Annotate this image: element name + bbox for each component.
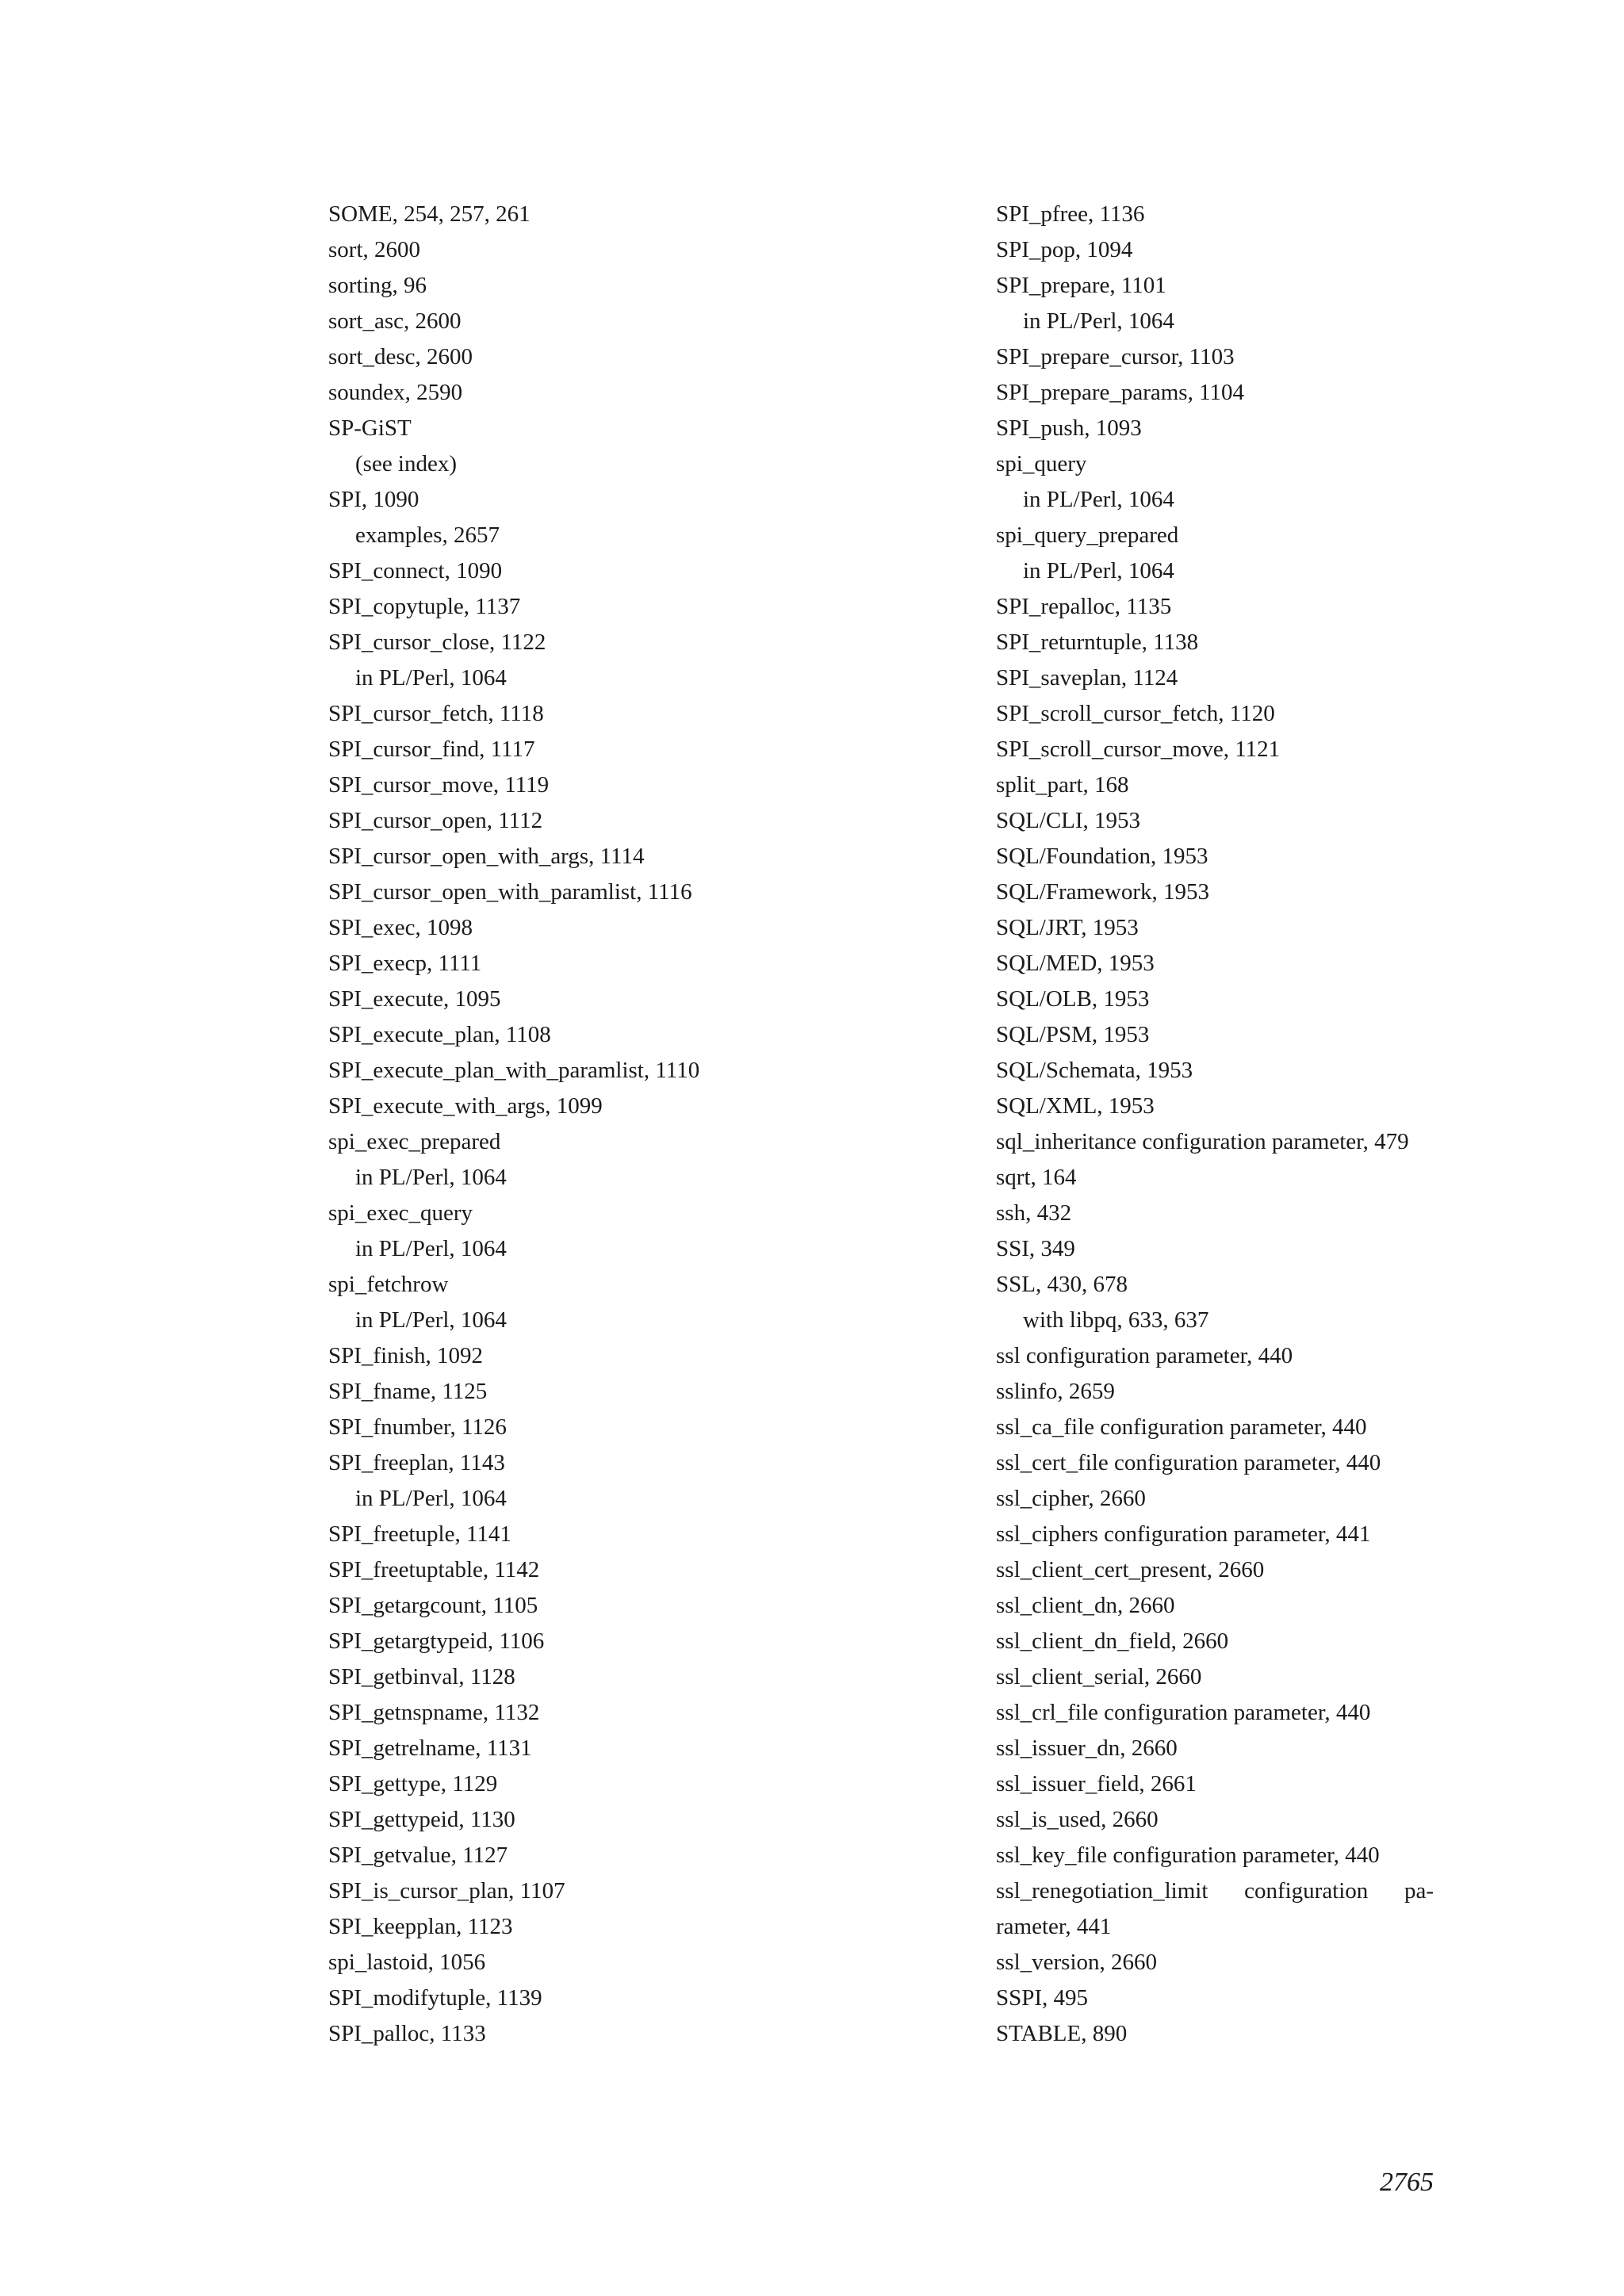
index-entry: SPI_cursor_find, 1117 xyxy=(328,737,535,762)
index-subentry: in PL/Perl, 1064 xyxy=(1023,558,1174,584)
index-entry: ssl_key_file configuration parameter, 440 xyxy=(996,1843,1380,1868)
index-entry: ssl_issuer_field, 2661 xyxy=(996,1771,1197,1797)
index-entry: SPI_getvalue, 1127 xyxy=(328,1843,508,1868)
index-entry: spi_exec_prepared xyxy=(328,1129,501,1154)
index-entry: spi_fetchrow xyxy=(328,1272,449,1297)
index-entry: split_part, 168 xyxy=(996,772,1129,798)
index-entry: SQL/Schemata, 1953 xyxy=(996,1058,1193,1083)
index-entry: SPI_copytuple, 1137 xyxy=(328,594,521,619)
index-entry: sqrt, 164 xyxy=(996,1165,1077,1190)
index-entry: SSPI, 495 xyxy=(996,1985,1089,2011)
index-entry: SPI_fname, 1125 xyxy=(328,1379,488,1404)
index-entry: SPI_keepplan, 1123 xyxy=(328,1914,513,1939)
index-entry: sort, 2600 xyxy=(328,237,420,262)
index-entry: SPI_fnumber, 1126 xyxy=(328,1414,507,1440)
index-entry: ssl_ca_file configuration parameter, 440 xyxy=(996,1414,1367,1440)
index-subentry: in PL/Perl, 1064 xyxy=(355,1165,507,1190)
index-entry: spi_lastoid, 1056 xyxy=(328,1950,486,1975)
index-subentry: with libpq, 633, 637 xyxy=(1023,1307,1209,1333)
index-subentry: in PL/Perl, 1064 xyxy=(1023,487,1174,512)
index-entry: ssl_crl_file configuration parameter, 440 xyxy=(996,1700,1371,1725)
index-entry: ssl_is_used, 2660 xyxy=(996,1807,1159,1832)
index-entry: SPI_prepare, 1101 xyxy=(996,273,1166,298)
index-entry: SPI_cursor_open_with_args, 1114 xyxy=(328,844,645,869)
index-entry: ssl_version, 2660 xyxy=(996,1950,1157,1975)
index-entry: SPI_palloc, 1133 xyxy=(328,2021,486,2046)
index-entry: SPI_execute_plan_with_paramlist, 1110 xyxy=(328,1058,700,1083)
index-entry: SQL/Foundation, 1953 xyxy=(996,844,1208,869)
index-entry: SPI_finish, 1092 xyxy=(328,1343,483,1368)
index-entry: SPI_connect, 1090 xyxy=(328,558,503,584)
index-entry: sort_asc, 2600 xyxy=(328,308,462,334)
index-entry: SPI, 1090 xyxy=(328,487,419,512)
index-entry: SPI_execp, 1111 xyxy=(328,951,482,976)
index-entry: SP-GiST xyxy=(328,415,412,441)
index-entry: ssl_ciphers configuration parameter, 441 xyxy=(996,1521,1371,1547)
index-entry: ssl_client_dn_field, 2660 xyxy=(996,1628,1229,1654)
index-entry: SPI_getrelname, 1131 xyxy=(328,1735,532,1761)
index-entry: ssl_client_serial, 2660 xyxy=(996,1664,1202,1689)
index-column-right xyxy=(996,197,1434,2052)
index-entry: SOME, 254, 257, 261 xyxy=(328,201,530,227)
index-entry: SPI_cursor_move, 1119 xyxy=(328,772,550,798)
index-entry: sort_desc, 2600 xyxy=(328,344,473,369)
index-entry: spi_query_prepared xyxy=(996,522,1179,548)
index-entry: SQL/XML, 1953 xyxy=(996,1093,1155,1119)
index-entry: SPI_cursor_fetch, 1118 xyxy=(328,701,544,726)
index-entry: SPI_modifytuple, 1139 xyxy=(328,1985,542,2011)
index-entry: spi_exec_query xyxy=(328,1200,473,1226)
index-entry: SPI_freeplan, 1143 xyxy=(328,1450,505,1475)
index-entry: sorting, 96 xyxy=(328,273,427,298)
index-entry: SPI_freetuptable, 1142 xyxy=(328,1557,540,1582)
index-entry: sslinfo, 2659 xyxy=(996,1379,1115,1404)
index-entry: spi_query xyxy=(996,451,1087,476)
index-entry: ssl_cipher, 2660 xyxy=(996,1486,1146,1511)
index-entry: SPI_getnspname, 1132 xyxy=(328,1700,540,1725)
index-entry: SPI_scroll_cursor_move, 1121 xyxy=(996,737,1281,762)
index-entry: ssl_cert_file configuration parameter, 440 xyxy=(996,1450,1381,1475)
index-entry: SQL/Framework, 1953 xyxy=(996,879,1210,905)
index-entry: soundex, 2590 xyxy=(328,380,463,405)
index-entry: SPI_getargtypeid, 1106 xyxy=(328,1628,545,1654)
index-entry: ssl_issuer_dn, 2660 xyxy=(996,1735,1178,1761)
index-entry: SPI_gettypeid, 1130 xyxy=(328,1807,515,1832)
index-subentry: examples, 2657 xyxy=(355,522,500,548)
index-entry: SPI_cursor_open_with_paramlist, 1116 xyxy=(328,879,692,905)
index-entry: SPI_execute, 1095 xyxy=(328,986,501,1012)
index-entry: SSL, 430, 678 xyxy=(996,1272,1128,1297)
index-subentry: in PL/Perl, 1064 xyxy=(355,1486,507,1511)
index-entry: SPI_repalloc, 1135 xyxy=(996,594,1172,619)
index-entry: SPI_execute_plan, 1108 xyxy=(328,1022,551,1047)
index-subentry: in PL/Perl, 1064 xyxy=(1023,308,1174,334)
index-column-left xyxy=(328,197,931,2052)
index-entry: SPI_freetuple, 1141 xyxy=(328,1521,511,1547)
index-entry: SQL/PSM, 1953 xyxy=(996,1022,1150,1047)
index-entry: ssl_renegotiation_limit configuration pa- xyxy=(996,1878,1434,1904)
index-subentry: in PL/Perl, 1064 xyxy=(355,1307,507,1333)
index-entry: SPI_prepare_params, 1104 xyxy=(996,380,1245,405)
index-entry: ssl_client_cert_present, 2660 xyxy=(996,1557,1265,1582)
index-entry: SPI_getbinval, 1128 xyxy=(328,1664,515,1689)
index-entry: SQL/CLI, 1953 xyxy=(996,808,1141,833)
index-entry: SSI, 349 xyxy=(996,1236,1075,1261)
index-entry: SPI_gettype, 1129 xyxy=(328,1771,498,1797)
index-subentry: in PL/Perl, 1064 xyxy=(355,665,507,691)
index-entry: sql_inheritance configuration parameter, 479 xyxy=(996,1129,1409,1154)
index-entry: SPI_push, 1093 xyxy=(996,415,1142,441)
index-entry: SQL/MED, 1953 xyxy=(996,951,1155,976)
index-entry: SPI_scroll_cursor_fetch, 1120 xyxy=(996,701,1275,726)
index-entry: ssh, 432 xyxy=(996,1200,1072,1226)
index-entry: SPI_getargcount, 1105 xyxy=(328,1593,538,1618)
index-entry: SPI_is_cursor_plan, 1107 xyxy=(328,1878,565,1904)
index-entry: ssl_client_dn, 2660 xyxy=(996,1593,1175,1618)
index-entry: rameter, 441 xyxy=(996,1914,1112,1939)
index-entry: SPI_cursor_close, 1122 xyxy=(328,629,546,655)
index-entry: SQL/OLB, 1953 xyxy=(996,986,1150,1012)
index-entry: SPI_exec, 1098 xyxy=(328,915,473,940)
index-entry: SPI_execute_with_args, 1099 xyxy=(328,1093,603,1119)
index-entry: SPI_prepare_cursor, 1103 xyxy=(996,344,1235,369)
index-subentry: (see index) xyxy=(355,451,458,476)
page-number: 2765 xyxy=(1380,2168,1434,2197)
index-entry: SPI_returntuple, 1138 xyxy=(996,629,1199,655)
index-entry: STABLE, 890 xyxy=(996,2021,1128,2046)
index-entry: SPI_pop, 1094 xyxy=(996,237,1133,262)
index-subentry: in PL/Perl, 1064 xyxy=(355,1236,507,1261)
index-entry: SQL/JRT, 1953 xyxy=(996,915,1139,940)
index-entry: SPI_pfree, 1136 xyxy=(996,201,1145,227)
index-entry: ssl configuration parameter, 440 xyxy=(996,1343,1293,1368)
index-entry: SPI_cursor_open, 1112 xyxy=(328,808,543,833)
index-entry: SPI_saveplan, 1124 xyxy=(996,665,1178,691)
